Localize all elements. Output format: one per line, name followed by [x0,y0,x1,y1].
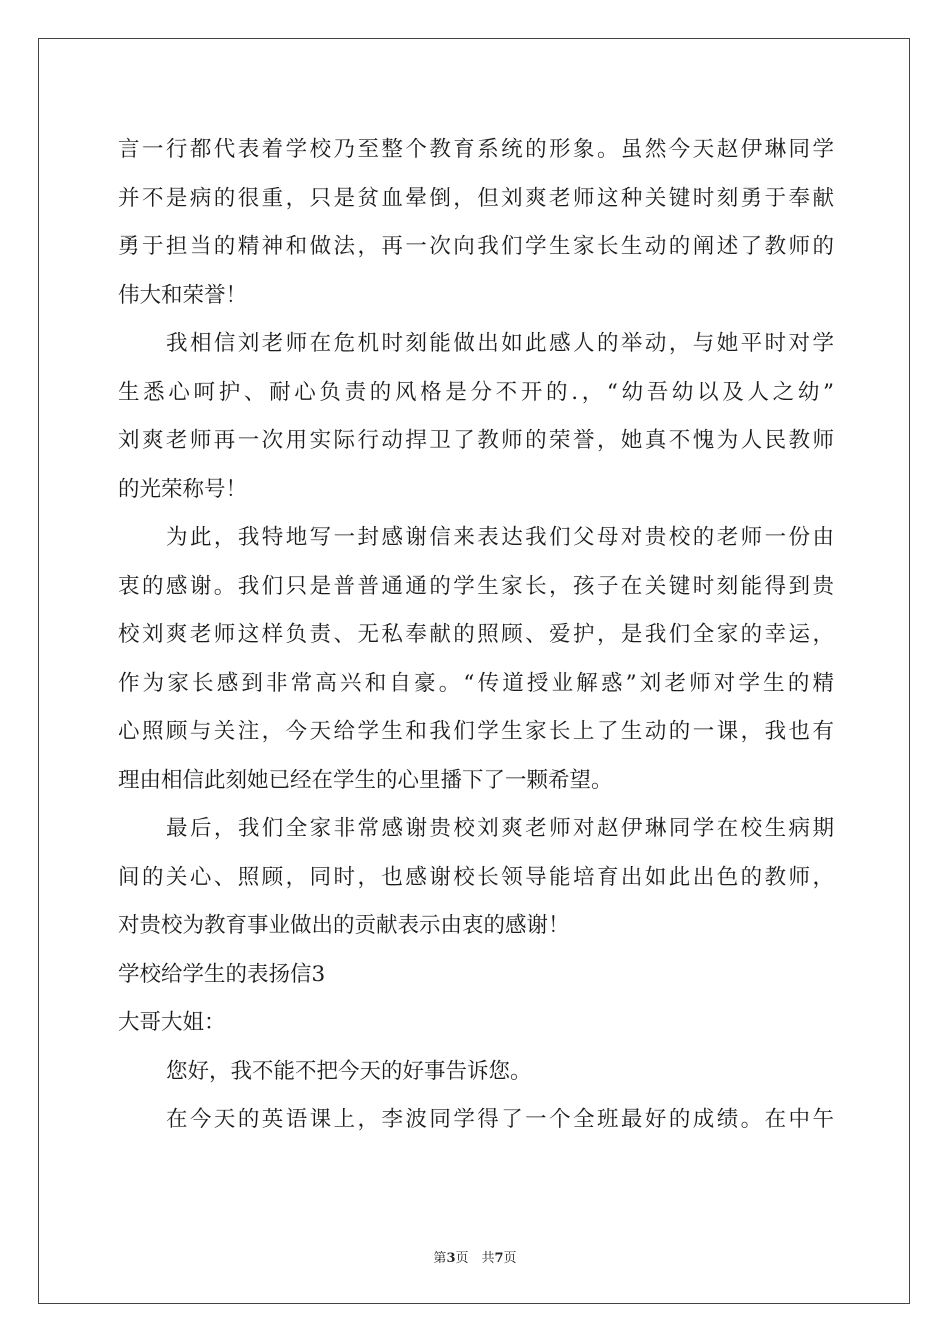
text-line: 刘爽老师再一次用实际行动捍卫了教师的荣誉，她真不愧为人民教师 [118,428,834,453]
footer-prefix: 第 [433,1251,447,1266]
paragraph [118,999,834,1048]
paragraph [118,1048,834,1097]
text-line: 并不是病的很重，只是贫血晕倒，但刘爽老师这种关键时刻勇于奉献 [118,185,834,211]
current-page-number: 3 [446,1251,456,1266]
footer-mid: 页 共 [455,1251,495,1266]
text-line: 在今天的英语课上，李波同学得了一个全班最好的成绩。在中午 [166,1107,834,1132]
text-line: 最后，我们全家非常感谢贵校刘爽老师对赵伊琳同学在校生病期 [166,816,834,841]
text-line: 您好，我不能不把今天的好事告诉您。 [166,1058,532,1084]
text-line: 心照顾与关注，今天给学生和我们学生家长上了生动的一课，我也有 [118,719,834,744]
text-line: 言一行都代表着学校乃至整个教育系统的形象。虽然今天赵伊琳同学 [118,137,834,162]
text-line: 我相信刘老师在危机时刻能做出如此感人的举动，与她平时对学 [166,331,834,356]
paragraph [118,126,834,320]
text-line: 间的关心、照顾，同时，也感谢校长领导能培育出如此出色的教师， [118,864,834,890]
text-line: 理由相信此刻她已经在学生的心里播下了一颗希望。 [118,767,613,793]
text-line: 对贵校为教育事业做出的贡献表示由衷的感谢！ [118,913,570,938]
paragraph [118,1096,834,1145]
text-line: 校刘爽老师这样负责、无私奉献的照顾、爱护，是我们全家的幸运， [118,622,834,647]
footer-suffix: 页 [503,1251,517,1266]
text-line: 伟大和荣誉！ [118,282,248,308]
paragraph [118,320,834,514]
document-body [118,126,834,1145]
text-line: 学校给学生的表扬信3 [118,961,326,987]
text-line: 为此，我特地写一封感谢信来表达我们父母对贵校的老师一份由 [166,525,834,550]
paragraph [118,951,834,1000]
paragraph [118,805,834,951]
text-line: 大哥大姐： [118,1010,226,1035]
text-line: 作为家长感到非常高兴和自豪。“传道授业解惑”刘老师对学生的精 [118,670,834,696]
page-footer [0,1247,950,1266]
paragraph [118,514,834,805]
text-line: 衷的感谢。我们只是普普通通的学生家长，孩子在关键时刻能得到贵 [118,573,834,599]
text-line: 生悉心呵护、耐心负责的风格是分不开的.，“幼吾幼以及人之幼” [118,379,834,405]
text-line: 的光荣称号！ [118,476,248,502]
total-page-count: 7 [494,1251,504,1266]
text-line: 勇于担当的精神和做法，再一次向我们学生家长生动的阐述了教师的 [118,234,834,259]
